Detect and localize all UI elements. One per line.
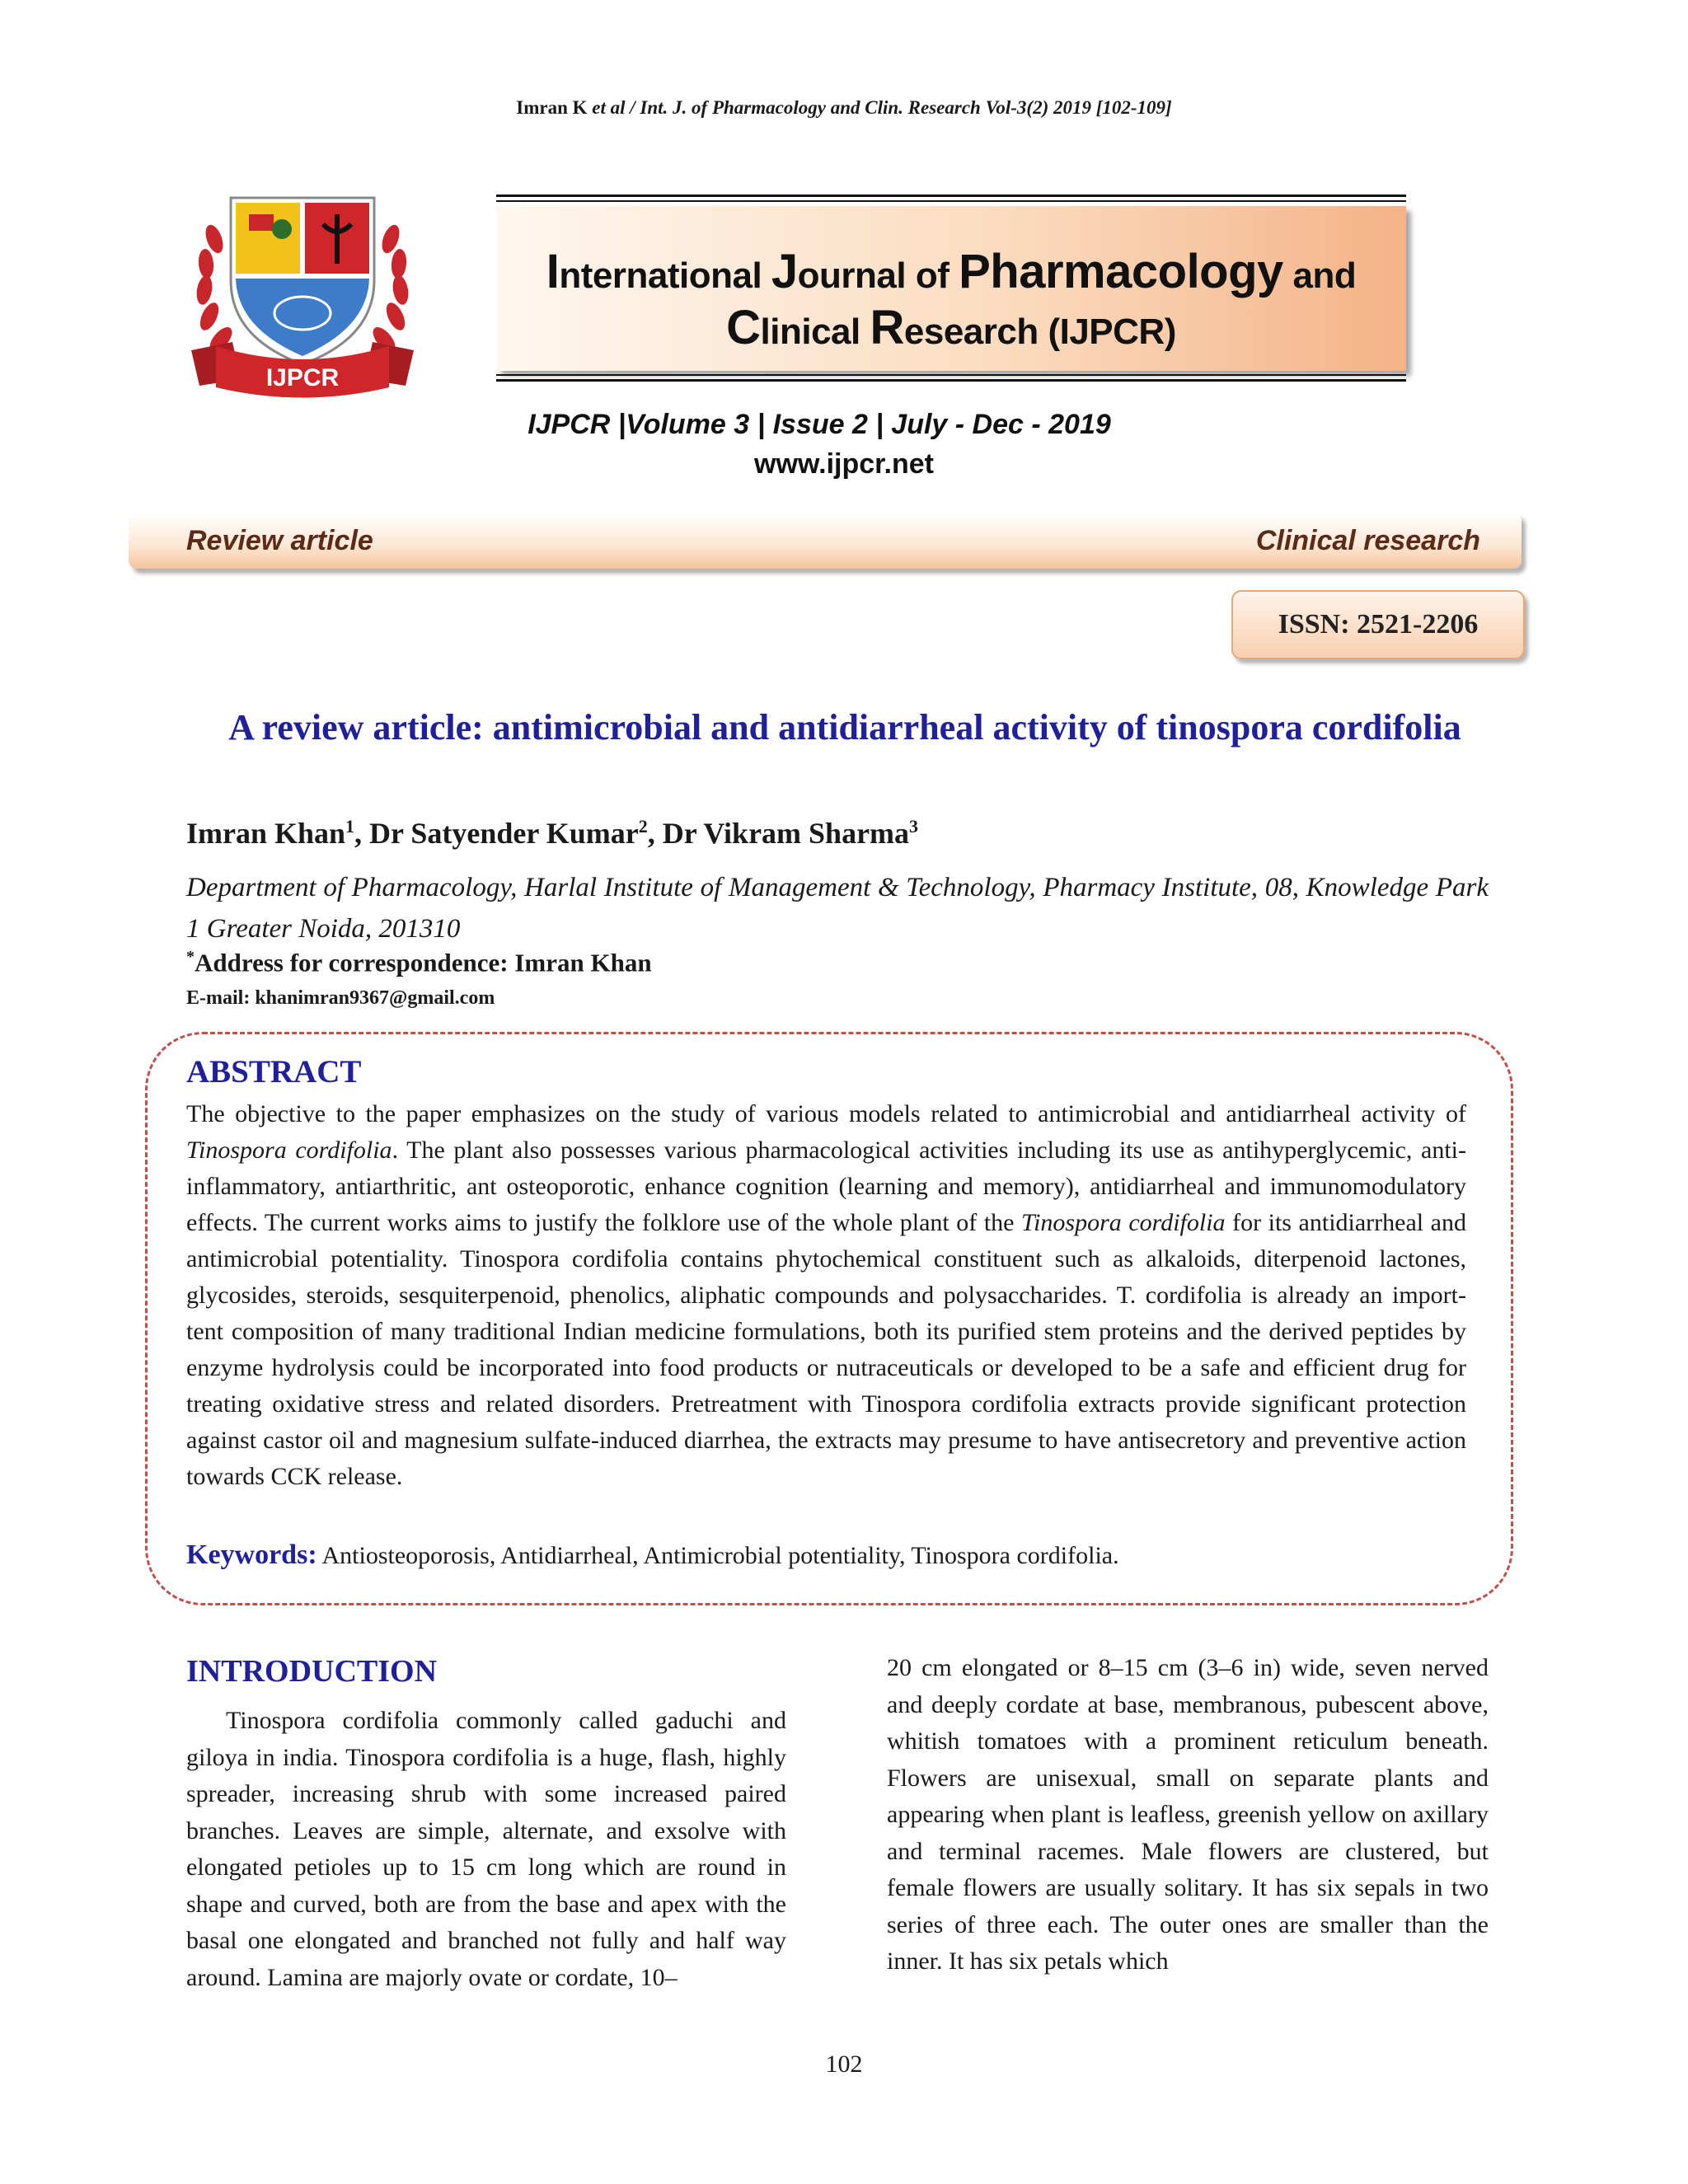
introduction-column-1: Tinospora cordifolia commonly called gaduchi and giloya in india. Tinospora cordifolia is a huge, flash, highly spreader, increasing shrub with some increased paired branches. Leaves are simple, alternate, and exsolve with elongated petioles up to 15 cm long which are round in shape and curved, both are from the base and apex with the basal one elongated and branched not fully and half way around. Lamina are majorly ovate or cordate, 10– — [186, 1707, 786, 1991]
article-title: A review article: antimicrobial and antidiarrheal activity of tinospora cordifolia — [228, 707, 1461, 748]
banner-line-2: Clinical Research (IJPCR) — [726, 301, 1176, 354]
author-list: Imran Khan$^1$, Dr Satyender Kumar$^2$, Dr Vikram Sharma$^3$ — [186, 816, 919, 850]
author-email: E-mail: khanimran9367@gmail.com — [186, 987, 495, 1009]
logo-text: IJPCR — [265, 364, 340, 391]
author-name: Imran Khan — [186, 817, 346, 850]
affiliation: Department of Pharmacology, Harlal Institute of Management & Technology, Pharmacy Institute, 08, Knowledge Park 1 Greater Noida, 201310 — [186, 873, 1489, 944]
ijpcr-crest-logo — [183, 181, 422, 404]
keywords: Keywords: Antiosteoporosis, Antidiarrheal, Antimicrobial potentiality, Tinospora cordifolia. — [186, 1540, 1119, 1570]
abstract-heading: ABSTRACT — [186, 1054, 362, 1090]
correspondence: *Address for correspondence: Imran Khan — [186, 948, 652, 977]
journal-logo — [183, 181, 422, 404]
journal-banner — [496, 194, 1406, 382]
article-type-bar — [129, 513, 1522, 569]
banner-line-1: International Journal of Pharmacology and — [546, 245, 1357, 298]
introduction-heading: INTRODUCTION — [186, 1654, 438, 1689]
introduction-column-2: 20 cm elongated or 8–15 cm (3–6 in) wide, seven nerved and deeply cordate at base, membranous, pubescent above, whitish tomatoes with a prominent reticulum beneath. Flowers are unisexual, small on separate plants and appearing when plant is leafless, greenish yellow on axillary and terminal racemes. Male flowers are clustered, but female flowers are usually solitary. It has six sepals in two series of three each. The outer ones are smaller than the inner. It has six petals which — [887, 1654, 1489, 1975]
keywords-label: Keywords: — [186, 1540, 317, 1570]
article-category: Clinical research — [1255, 525, 1480, 556]
running-head: Imran K et al / Int. J. of Pharmacology and Clin. Research Vol-3(2) 2019 [102-109] — [516, 97, 1172, 118]
issn-badge: ISSN: 2521-2206 — [1231, 590, 1525, 659]
article-type: Review article — [186, 525, 373, 556]
abstract-text: The objective to the paper emphasizes on the study of various models related to antimicrobial and antidiarrheal activity of Tinospora cordifolia. The plant also possesses various pharmacological activities including its use as antihyperglycemic, anti-inflammatory, antiarthritic, ant osteoporotic, enhance cognition (learning and memory), antidiarrheal and immunomodulatory effects. The current works aims to justify the folklore use of the whole plant of the Tinospora cordifolia for its antidiarrheal and antimicrobial potentiality. Tinospora cordifolia contains phytochemical constituent such as alkaloids, diterpenoid lactones, glycosides, steroids, sesquiterpenoid, phenolics, aliphatic compounds and polysaccharides. T. cordifolia is already an import- tent composition of many traditional Indian medicine formulations, both its purified stem proteins and the derived peptides by enzyme hydrolysis could be incorporated into food products or nutraceuticals or developed to be a safe and efficient drug for treating oxidative stress and related disorders. Pretreatment with Tinospora cordifolia extracts provide significant protection against castor oil and magnesium sulfate‑induced diarrhea, the extracts may presume to have antisecretory and preventive action towards CCK release. — [186, 1100, 1466, 1490]
journal-website: www.ijpcr.net — [754, 448, 934, 480]
author-name: Dr Vikram Sharma — [662, 817, 910, 850]
author-name: Dr Satyender Kumar — [369, 817, 639, 850]
issue-line: IJPCR |Volume 3 | Issue 2 | July - Dec - 2019 — [528, 409, 1111, 440]
page-number: 102 — [825, 2050, 863, 2078]
